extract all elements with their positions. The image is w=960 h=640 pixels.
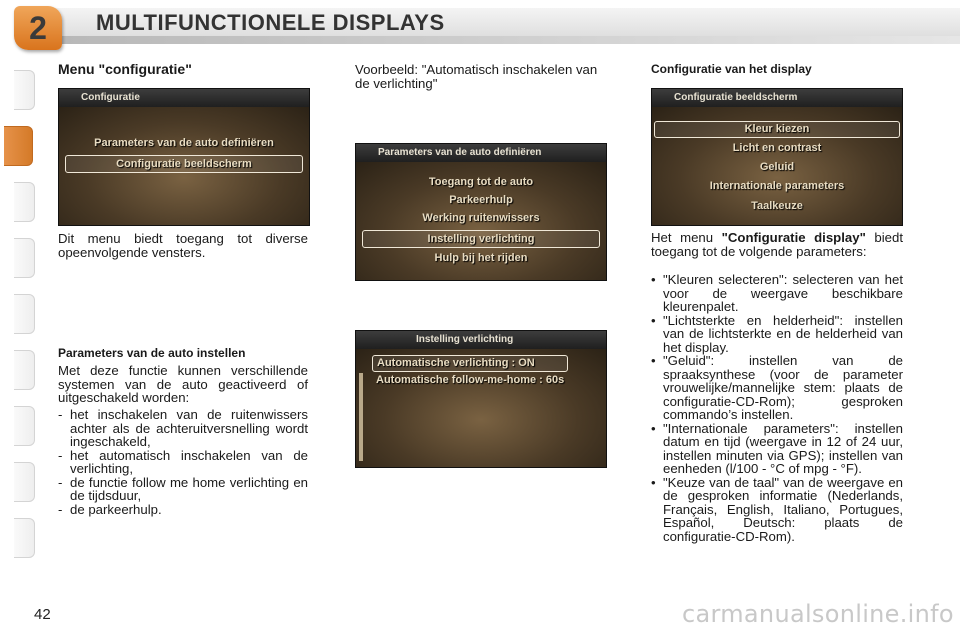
screen-option: Taalkeuze bbox=[751, 200, 803, 212]
list-item-text: "Internationale parameters": instellen datum en tijd (weergave in 12 of 24 uur, instellen minuten via GPS); instellen van eenheden (l/100 - °C of mpg - °F). bbox=[663, 420, 903, 476]
chapter-tabs bbox=[0, 62, 36, 582]
list-item-text: "Geluid": instellen van de spraaksynthese (voor de parameter vrouwelijke/mannelijke stem: plaats de configuratie-CD-Rom); gesproken commando’s instellen. bbox=[663, 353, 903, 422]
intro-text bbox=[651, 231, 903, 258]
configuration-screen bbox=[58, 88, 310, 226]
chapter-tab-active[interactable] bbox=[4, 126, 33, 166]
sub-text: Met deze functie kunnen verschillende systemen van de auto geactiveerd of uitgeschakeld worden: bbox=[58, 363, 308, 405]
settings-list bbox=[58, 408, 308, 516]
screen-body bbox=[652, 107, 902, 225]
screen-title: Configuratie bbox=[59, 89, 309, 107]
section-heading: Configuratie van het display bbox=[651, 62, 812, 76]
list-item: • "Geluid": instellen van de spraaksynthese (voor de parameter vrouwelijke/mannelijke stem: plaats de configuratie-CD-Rom); gesproken commando’s instellen. bbox=[651, 353, 903, 422]
screen-option: Werking ruitenwissers bbox=[422, 212, 540, 224]
chapter-tab[interactable] bbox=[14, 406, 35, 446]
list-item: • "Lichtsterkte en helderheid": instellen van de lichtsterkte en de helderheid van het display. bbox=[651, 312, 903, 355]
intro-bold: "Configuratie display" bbox=[721, 230, 866, 245]
chapter-tab[interactable] bbox=[14, 350, 35, 390]
chapter-tab[interactable] bbox=[14, 462, 35, 502]
screen-option: Toegang tot de auto bbox=[428, 176, 534, 188]
list-item: • "Kleuren selecteren": selecteren van het voor de weergave beschikbare kleurenpalet. bbox=[651, 272, 903, 314]
chapter-tab[interactable] bbox=[14, 70, 35, 110]
screen-option: Hulp bij het rijden bbox=[434, 252, 528, 264]
screen-body bbox=[59, 107, 309, 225]
page-title: MULTIFUNCTIONELE DISPLAYS bbox=[96, 10, 445, 35]
page-number: 42 bbox=[34, 606, 51, 623]
list-item-text: de parkeerhulp. bbox=[70, 501, 162, 517]
screen-option: Internationale parameters bbox=[709, 180, 845, 192]
screen-option: Licht en contrast bbox=[732, 142, 822, 154]
chapter-tab[interactable] bbox=[14, 294, 35, 334]
display-configuration-screen bbox=[651, 88, 903, 226]
list-item-text: "Kleuren selecteren": selecteren van het voor de weergave beschikbare kleurenpalet. bbox=[663, 272, 903, 314]
chapter-tab[interactable] bbox=[14, 238, 35, 278]
screen-body bbox=[356, 162, 606, 280]
list-item: - de parkeerhulp. bbox=[58, 501, 162, 517]
intro-text: Dit menu biedt toegang tot diverse opeenvolgende vensters. bbox=[58, 231, 308, 260]
list-item: - het inschakelen van de ruitenwissers achter als de achteruitversnelling wordt ingeschakeld, bbox=[58, 407, 308, 449]
screen-title: Configuratie beeldscherm bbox=[652, 89, 902, 107]
intro-post: biedt toegang tot de volgende parameters: bbox=[651, 230, 903, 259]
screen-option-selected: Kleur kiezen bbox=[654, 121, 900, 138]
screen-option-selected: Configuratie beeldscherm bbox=[65, 155, 303, 173]
chapter-tab[interactable] bbox=[14, 182, 35, 222]
list-item: • "Internationale parameters": instellen datum en tijd (weergave in 12 of 24 uur, instellen minuten via GPS); instellen van eenheden (l/100 - °C of mpg - °F). bbox=[651, 420, 903, 476]
screen-option: Parameters van de auto definiëren bbox=[94, 137, 274, 149]
scrollbar bbox=[359, 373, 363, 461]
chapter-tab[interactable] bbox=[14, 518, 35, 558]
watermark: carmanualsonline.info bbox=[682, 600, 954, 628]
header-swoosh bbox=[60, 36, 960, 44]
chapter-number: 2 bbox=[29, 10, 47, 46]
screen-option-selected: Instelling verlichting bbox=[362, 230, 600, 248]
screen-body bbox=[356, 349, 606, 467]
list-item-text: "Keuze van de taal" van de weergave en de gesproken informatie (Nederlands, Français, English, Italiano, Portugues, Español, Deutsch: plaats de configuratie-CD-Rom). bbox=[663, 474, 903, 544]
list-item: - de functie follow me home verlichting en de tijdsduur, bbox=[58, 474, 308, 503]
page-header bbox=[0, 0, 960, 60]
list-item-text: het inschakelen van de ruitenwissers achter als de achteruitversnelling wordt ingeschakeld, bbox=[70, 407, 308, 449]
list-item-text: de functie follow me home verlichting en de tijdsduur, bbox=[70, 474, 308, 503]
screen-option: Parkeerhulp bbox=[449, 194, 513, 206]
list-item-text: "Lichtsterkte en helderheid": instellen van de lichtsterkte en de helderheid van het display. bbox=[663, 312, 903, 355]
screen-title: Instelling verlichting bbox=[356, 331, 606, 349]
lighting-settings-screen bbox=[355, 330, 607, 468]
list-item: • "Keuze van de taal" van de weergave en de gesproken informatie (Nederlands, Français, English, Italiano, Portugues, Español, Deutsch: plaats de configuratie-CD-Rom). bbox=[651, 474, 903, 544]
display-options-list bbox=[651, 273, 903, 543]
section-heading: Menu "configuratie" bbox=[58, 61, 192, 77]
intro-pre: Het menu bbox=[651, 230, 722, 245]
screen-title: Parameters van de auto definiëren bbox=[356, 144, 606, 162]
chapter-badge bbox=[14, 6, 62, 50]
sub-heading: Parameters van de auto instellen bbox=[58, 346, 246, 360]
screen-option-selected: Automatische verlichting : ON bbox=[372, 355, 568, 372]
example-text: Voorbeeld: "Automatisch inschakelen van de verlichting" bbox=[355, 62, 598, 91]
screen-option: Automatische follow-me-home : 60s bbox=[376, 374, 565, 386]
vehicle-parameters-screen bbox=[355, 143, 607, 281]
list-item-text: het automatisch inschakelen van de verlichting, bbox=[70, 447, 308, 476]
list-item: - het automatisch inschakelen van de verlichting, bbox=[58, 447, 308, 476]
screen-option: Geluid bbox=[759, 161, 795, 173]
